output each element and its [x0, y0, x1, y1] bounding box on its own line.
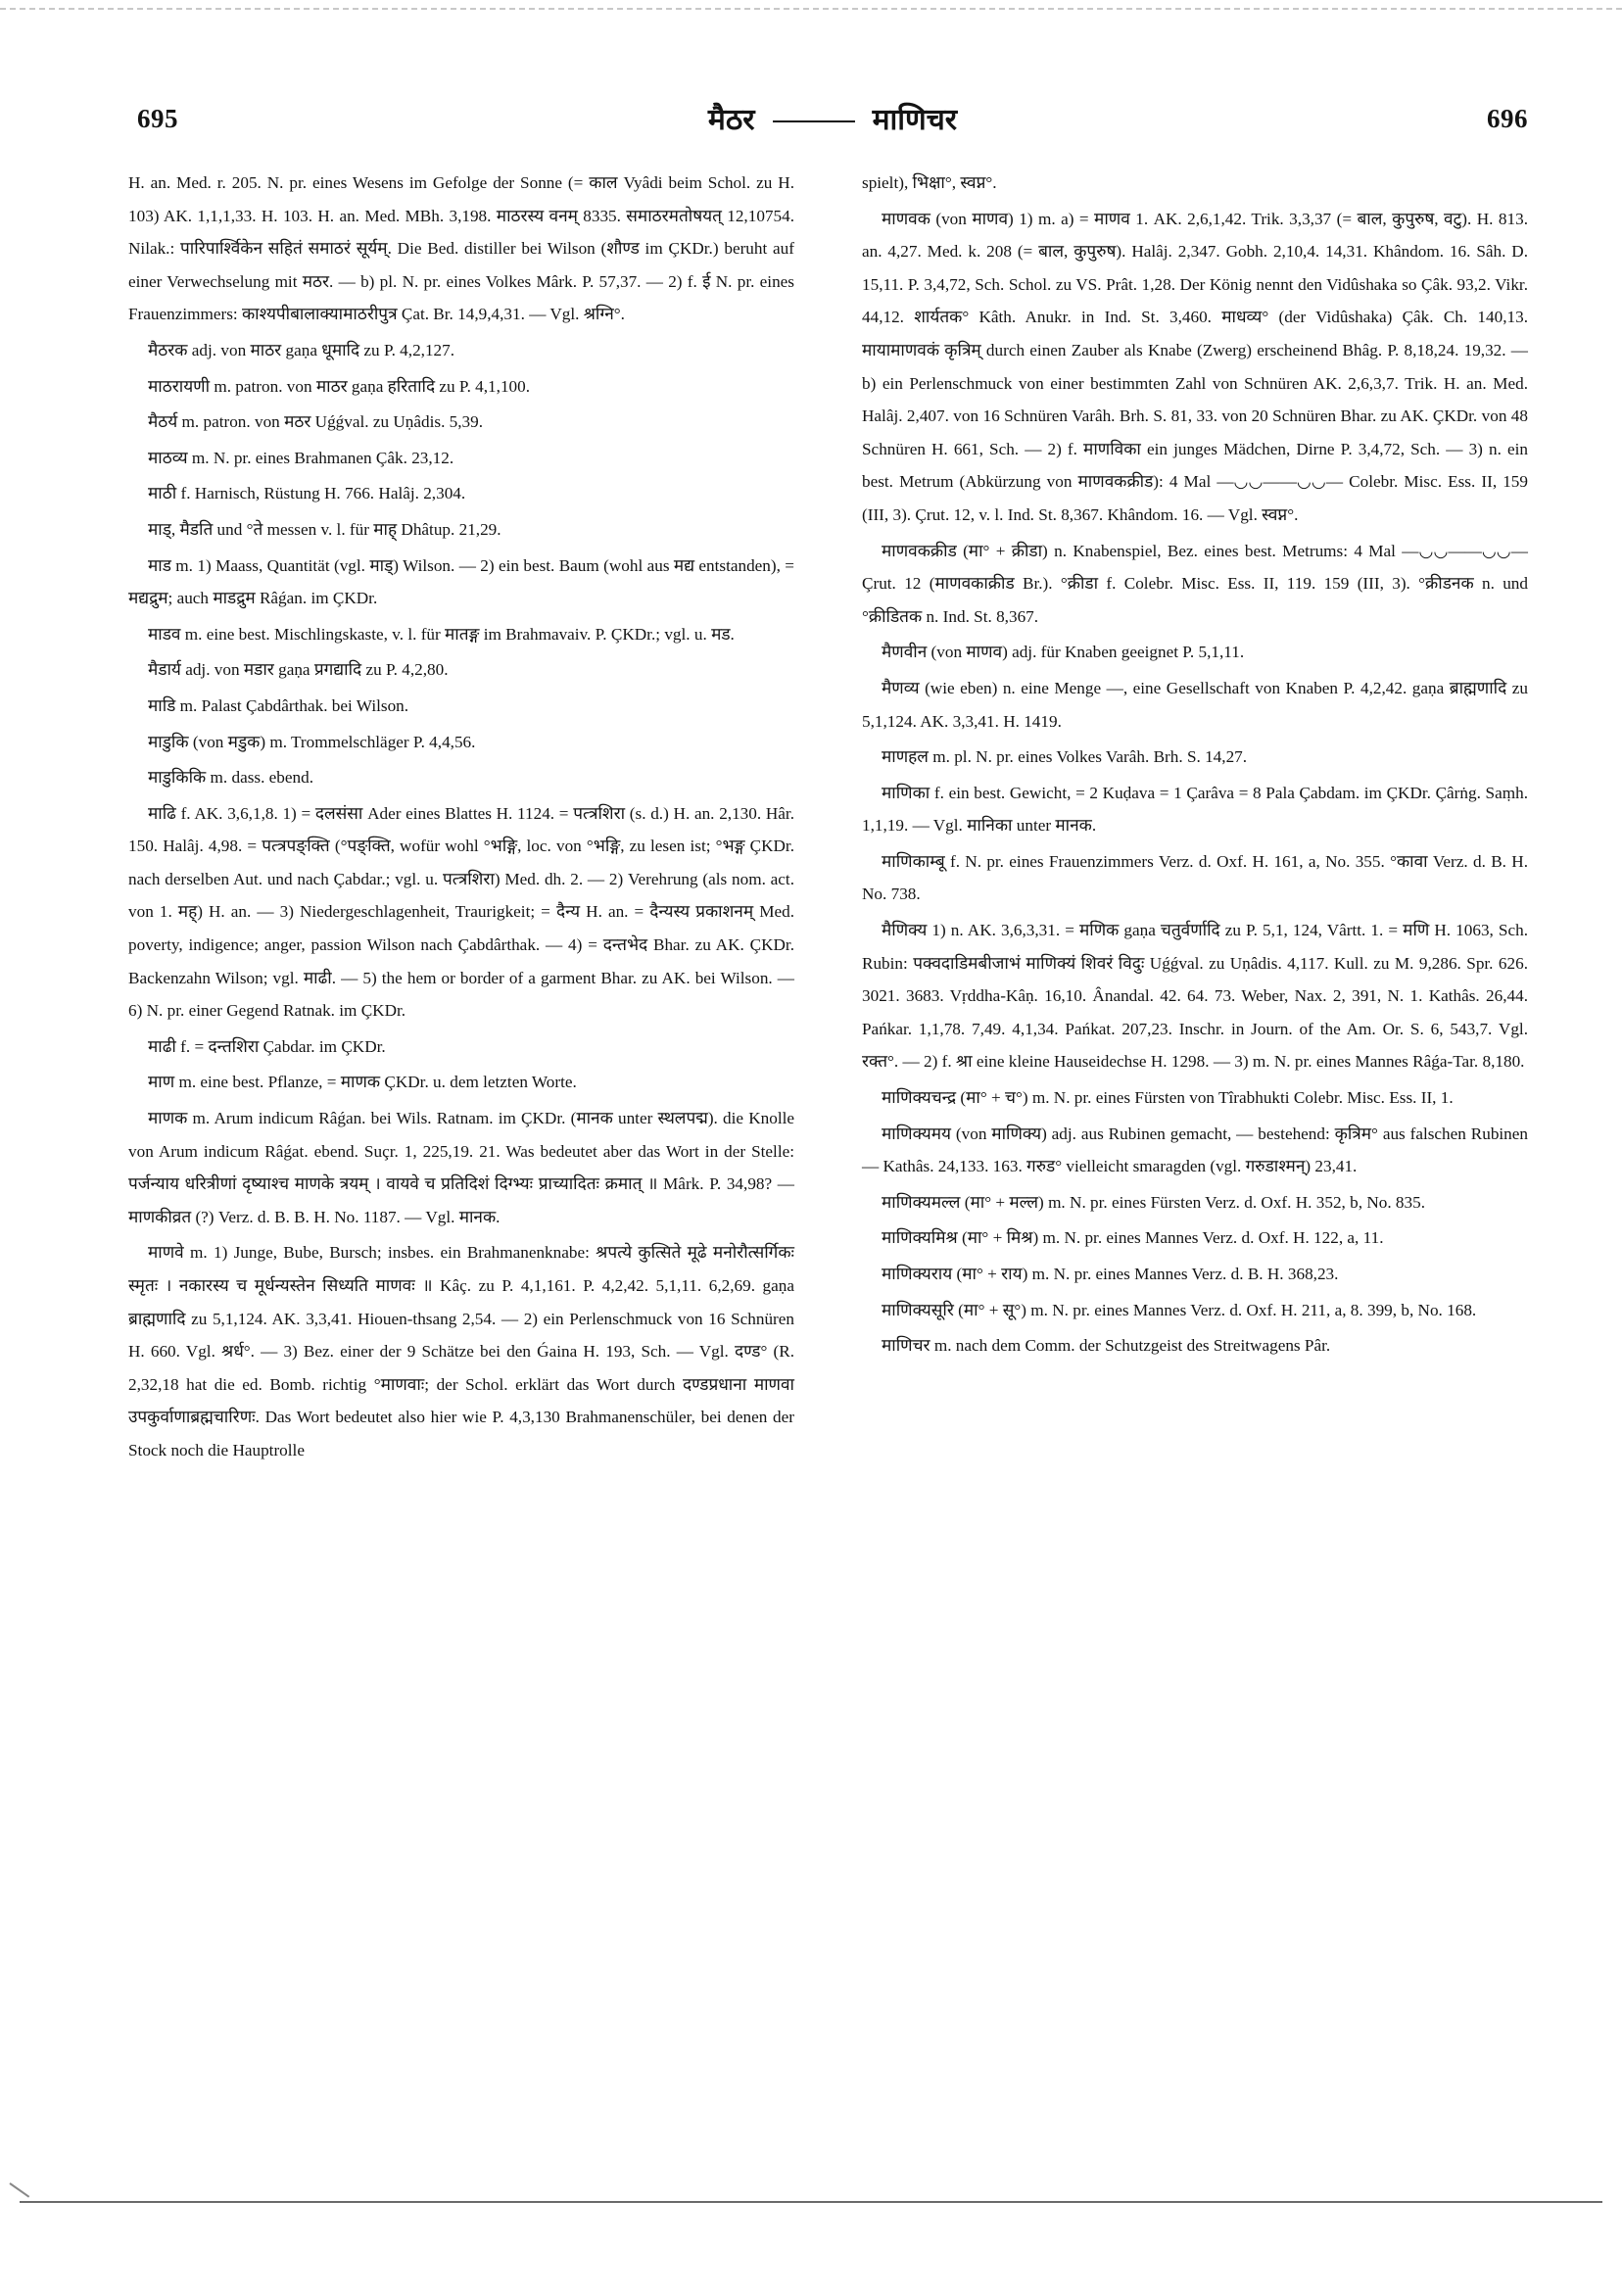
dictionary-entry: माड m. 1) Maass, Quantität (vgl. माड्) Wilson. — 2) ein best. Baum (wohl aus मद्य entstanden), = मद्यद्रुम; auch माडद्रुम Râǵan. im ÇKDr. [128, 555, 794, 608]
running-head-right-word: माणिचर [872, 103, 958, 137]
dictionary-entry: मैणव्य (wie eben) n. eine Menge —, eine Gesellschaft von Knaben P. 4,2,42. gaṇa ब्राह्मणादि zu 5,1,124. AK. 3,3,41. H. 1419. [862, 678, 1528, 731]
dictionary-entry: माढि f. AK. 3,6,1,8. 1) = दलसंसा Ader eines Blattes H. 1124. = पत्त्रशिरा (s. d.) H. an. 2,130. Hâr. 150. Halâj. 4,98. = पत्त्रपङ्क्ति (°पङ्क्ति, wofür wohl °भङ्गि, loc. von °भङ्गि, zu lesen ist; °भङ्ग ÇKDr. nach derselben Aut. und nach Çabdar.; vgl. u. पत्त्रशिरा) Med. dh. 2. — 2) Verehrung (als nom. act. von 1. मह्) H. an. — 3) Niedergeschlagenheit, Traurigkeit; = दैन्य H. an. = दैन्यस्य प्रकाशनम् Med. poverty, indigence; anger, passion Wilson nach Çabdârthak. — 4) = दन्तभेद Bhar. zu AK. ÇKDr. Backenzahn Wilson; vgl. माढी. — 5) the hem or border of a garment Bhar. zu AK. bei Wilson. — 6) N. pr. einer Gegend Ratnak. im ÇKDr. [128, 803, 794, 1021]
dictionary-entry: माठव्य m. N. pr. eines Brahmanen Çâk. 23,12. [148, 448, 454, 467]
dictionary-entry: मैणिक्य 1) n. AK. 3,6,3,31. = मणिक gaṇa चतुर्वर्णादि zu P. 5,1, 124, Vârtt. 1. = मणि H. 1063, Sch. Rubin: पक्वदाडिमबीजाभं माणिक्यं शिवरं विदुः Uǵǵval. zu Uṇâdis. 4,117. Kull. zu M. 9,286. Spr. 626. 3021. 3683. Vṛddha-Kâṇ. 16,10. Ânandal. 42. 64. 73. Weber, Nax. 2, 391, N. 1. Kathâs. 26,44. Pańkar. 1,1,78. 7,49. 4,1,34. Pańkat. 207,23. Inschr. in Journ. of the Am. Or. S. 6, 543,7. Vgl. रक्त°. — 2) f. श्रा eine kleine Hauseidechse H. 1298. — 3) m. N. pr. eines Mannes Râǵa-Tar. 8,180. [862, 921, 1528, 1072]
dictionary-entry: माणवकक्रीड (मा° + क्रीडा) n. Knabenspiel, Bez. eines best. Metrums: 4 Mal —◡◡——◡◡— Çrut. 12 (माणवकाक्रीड Br.). °क्रीडा f. Colebr. Misc. Ess. II, 119. 159 (III, 3). °क्रीडनक n. und °क्रीडितक n. Ind. St. 8,367. [862, 541, 1528, 626]
entry-continuation: H. an. Med. r. 205. N. pr. eines Wesens im Gefolge der Sonne (= काल Vyâdi beim Schol. zu H. 103) AK. 1,1,1,33. H. 103. H. an. Med. MBh. 3,198. माठरस्य वनम् 8335. समाठरमतोषयत् 12,10754. Nilak.: पारिपार्श्विकेन सहितं समाठरं सूर्यम्. Die Bed. distiller bei Wilson (शौण्ड im ÇKDr.) beruht auf einer Verwechselung mit मठर. — b) pl. N. pr. eines Volkes Mârk. P. 57,37. — 2) f. ई N. pr. eines Frauenzimmers: काश्यपीबालाक्यामाठरीपुत्र Çat. Br. 14,9,4,31. — Vgl. श्रग्नि°. [128, 173, 794, 324]
scan-corner-mark [9, 2182, 29, 2197]
dictionary-entry: मैडार्य adj. von मडार gaṇa प्रगद्यादि zu P. 4,2,80. [148, 660, 449, 680]
left-column [128, 167, 794, 1470]
dictionary-entry: माणक m. Arum indicum Râǵan. bei Wils. Ratnam. im ÇKDr. (मानक unter स्थलपद्म). die Knolle von Arum indicum Râǵat. ebend. Suçr. 1, 225,19. 21. Was bedeutet aber das Wort in der Stelle: पर्जन्याय धरित्रीणां दृष्याश्च माणके त्रयम् । वायवे च प्रतिदिशं दिग्भ्यः प्राच्यादितः क्रमात् ॥ Mârk. P. 34,98? — माणकीव्रत (?) Verz. d. B. B. H. No. 1187. — Vgl. मानक. [128, 1109, 794, 1226]
dictionary-entry: माणवे m. 1) Junge, Bube, Bursch; insbes. ein Brahmanenknabe: श्रपत्ये कुत्सिते मूढे मनोरौत्सर्गिकः स्मृतः । नकारस्य च मूर्धन्यस्तेन सिध्यति माणवः ॥ Kâç. zu P. 4,1,161. P. 4,2,42. 5,1,11. 6,2,69. gaṇa ब्राह्मणादि zu 5,1,124. AK. 3,3,41. Hiouen-thsang 2,54. — 2) ein Perlenschmuck von 16 Schnüren H. 660. Vgl. श्रर्ध°. — 3) Bez. einer der 9 Schätze bei den Ǵaina H. 193, Sch. — Vgl. दण्ड° (R. 2,32,18 hat die ed. Bomb. richtig °माणवाः; der Schol. erklärt das Wort durch दण्डप्रधाना माणवा उपकुर्वाणाब्रह्मचारिणः. Das Wort bedeutet also hier wie P. 4,3,130 Brahmanenschüler, bei denen der Stock noch die Hauptrolle [128, 1243, 794, 1459]
page-header [137, 98, 1528, 147]
dictionary-entry: माणिकाम्बू f. N. pr. eines Frauenzimmers Verz. d. Oxf. H. 161, a, No. 355. °कावा Verz. d. B. H. No. 738. [862, 851, 1528, 904]
dictionary-entry: माडि m. Palast Çabdârthak. bei Wilson. [148, 695, 409, 715]
dictionary-entry: मैणवीन (von माणव) adj. für Knaben geeignet P. 5,1,11. [882, 643, 1245, 662]
dictionary-entry: माडुकिकि m. dass. ebend. [148, 768, 314, 788]
dictionary-entry: माणहल m. pl. N. pr. eines Volkes Varâh. Brh. S. 14,27. [882, 747, 1248, 767]
dictionary-entry: माठी f. Harnisch, Rüstung H. 766. Halâj. 2,304. [148, 484, 466, 503]
running-head [137, 98, 1528, 138]
dictionary-entry: माणिका f. ein best. Gewicht, = 2 Kuḍava = 1 Çarâva = 8 Pala Çabdam. im ÇKDr. Çârṅg. Saṃh. 1,1,19. — Vgl. मानिका unter मानक. [862, 783, 1528, 836]
page-number-left: 695 [137, 104, 178, 133]
dictionary-entry: माण m. eine best. Pflanze, = माणक ÇKDr. u. dem letzten Worte. [148, 1073, 577, 1092]
dictionary-entry: माणिक्यमय (von माणिक्य) adj. aus Rubinen gemacht, — bestehend: कृत्रिम° aus falschen Rubinen — Kathâs. 24,133. 163. गरुड° vielleicht smaragden (vgl. गरुडाश्मन्) 23,41. [862, 1124, 1528, 1176]
running-head-left-word: मैठर [707, 103, 755, 137]
entry-continuation: spielt), भिक्षा°, स्वप्न°. [862, 173, 997, 192]
dictionary-entry: माढी f. = दन्तशिरा Çabdar. im ÇKDr. [148, 1036, 386, 1056]
running-head-dash [773, 120, 855, 122]
dictionary-entry: माड्, मैडति und °ते messen v. l. für माह् Dhâtup. 21,29. [148, 519, 501, 539]
page-number-right: 696 [1487, 104, 1528, 133]
dictionary-entry: माडुकि (von मडुक) m. Trommelschläger P. 4,4,56. [148, 732, 476, 751]
dictionary-entry: माणिक्यमल्ल (मा° + मल्ल) m. N. pr. eines Fürsten Verz. d. Oxf. H. 352, b, No. 835. [882, 1192, 1425, 1212]
dictionary-entry: माणिक्यचन्द्र (मा° + च°) m. N. pr. eines Fürsten von Tîrabhukti Colebr. Misc. Ess. II, 1. [882, 1088, 1454, 1108]
dictionary-entry: माणिक्यसूरि (मा° + सू°) m. N. pr. eines Mannes Verz. d. Oxf. H. 211, a, 8. 399, b, No. 168. [882, 1300, 1477, 1319]
dictionary-entry: माणिचर m. nach dem Comm. der Schutzgeist des Streitwagens Pâr. [882, 1336, 1331, 1356]
dictionary-entry: माडव m. eine best. Mischlingskaste, v. l. für मातङ्ग im Brahmavaiv. P. ÇKDr.; vgl. u. मड. [148, 624, 735, 644]
dictionary-entry: माणवक (von माणव) 1) m. a) = माणव 1. AK. 2,6,1,42. Trik. 3,3,37 (= बाल, कुपुरुष, वटु). H. 813. an. 4,27. Med. k. 208 (= बाल, कुपुरुष). Halâj. 2,347. Gobh. 2,10,4. 14,31. Khândom. 16. Sâh. D. 15,11. P. 3,4,72, Sch. Schol. zu VS. Prât. 1,28. Der König nennt den Vidûshaka so Çâk. 93,2. Vikr. 44,12. शार्यतक° Kâth. Anukr. in Ind. St. 3,460. माधव्य° (der Vidûshaka) Çâk. Ch. 140,13. मायामाणवकं कृत्रिम् durch einen Zauber als Knabe (Zwerg) erscheinend Bhâg. P. 8,18,24. 19,32. — b) ein Perlenschmuck von einer bestimmten Zahl von Schnüren AK. 2,6,3,7. Trik. H. an. Med. Halâj. 2,407. von 16 Schnüren Varâh. Brh. S. 81, 33. von 20 Schnüren Bhar. zu AK. ÇKDr. von 48 Schnüren H. 661, Sch. — 2) f. माणविका ein junges Mädchen, Dirne P. 3,4,72, Sch. — 3) n. ein best. Metrum (Abkürzung von माणवकक्रीड): 4 Mal —◡◡——◡◡— Colebr. Misc. Ess. II, 159 (III, 3). Çrut. 12, v. l. Ind. St. 8,367. Khândom. 16. — Vgl. स्वप्न°. [862, 209, 1528, 524]
dictionary-entry: माणिक्यराय (मा° + राय) m. N. pr. eines Mannes Verz. d. B. H. 368,23. [882, 1265, 1339, 1283]
right-column [862, 167, 1528, 1365]
bottom-scan-rule [20, 2201, 1602, 2203]
dictionary-entry: माठरायणी m. patron. von माठर gaṇa हरितादि zu P. 4,1,100. [148, 376, 531, 396]
dictionary-entry: मैठर्य m. patron. von मठर Uǵǵval. zu Uṇâdis. 5,39. [148, 412, 484, 432]
scan-top-edge [0, 8, 1622, 10]
dictionary-entry: माणिक्यमिश्र (मा° + मिश्र) m. N. pr. eines Mannes Verz. d. Oxf. H. 122, a, 11. [882, 1228, 1384, 1248]
dictionary-entry: मैठरक adj. von माठर gaṇa धूमादि zu P. 4,2,127. [148, 340, 455, 359]
